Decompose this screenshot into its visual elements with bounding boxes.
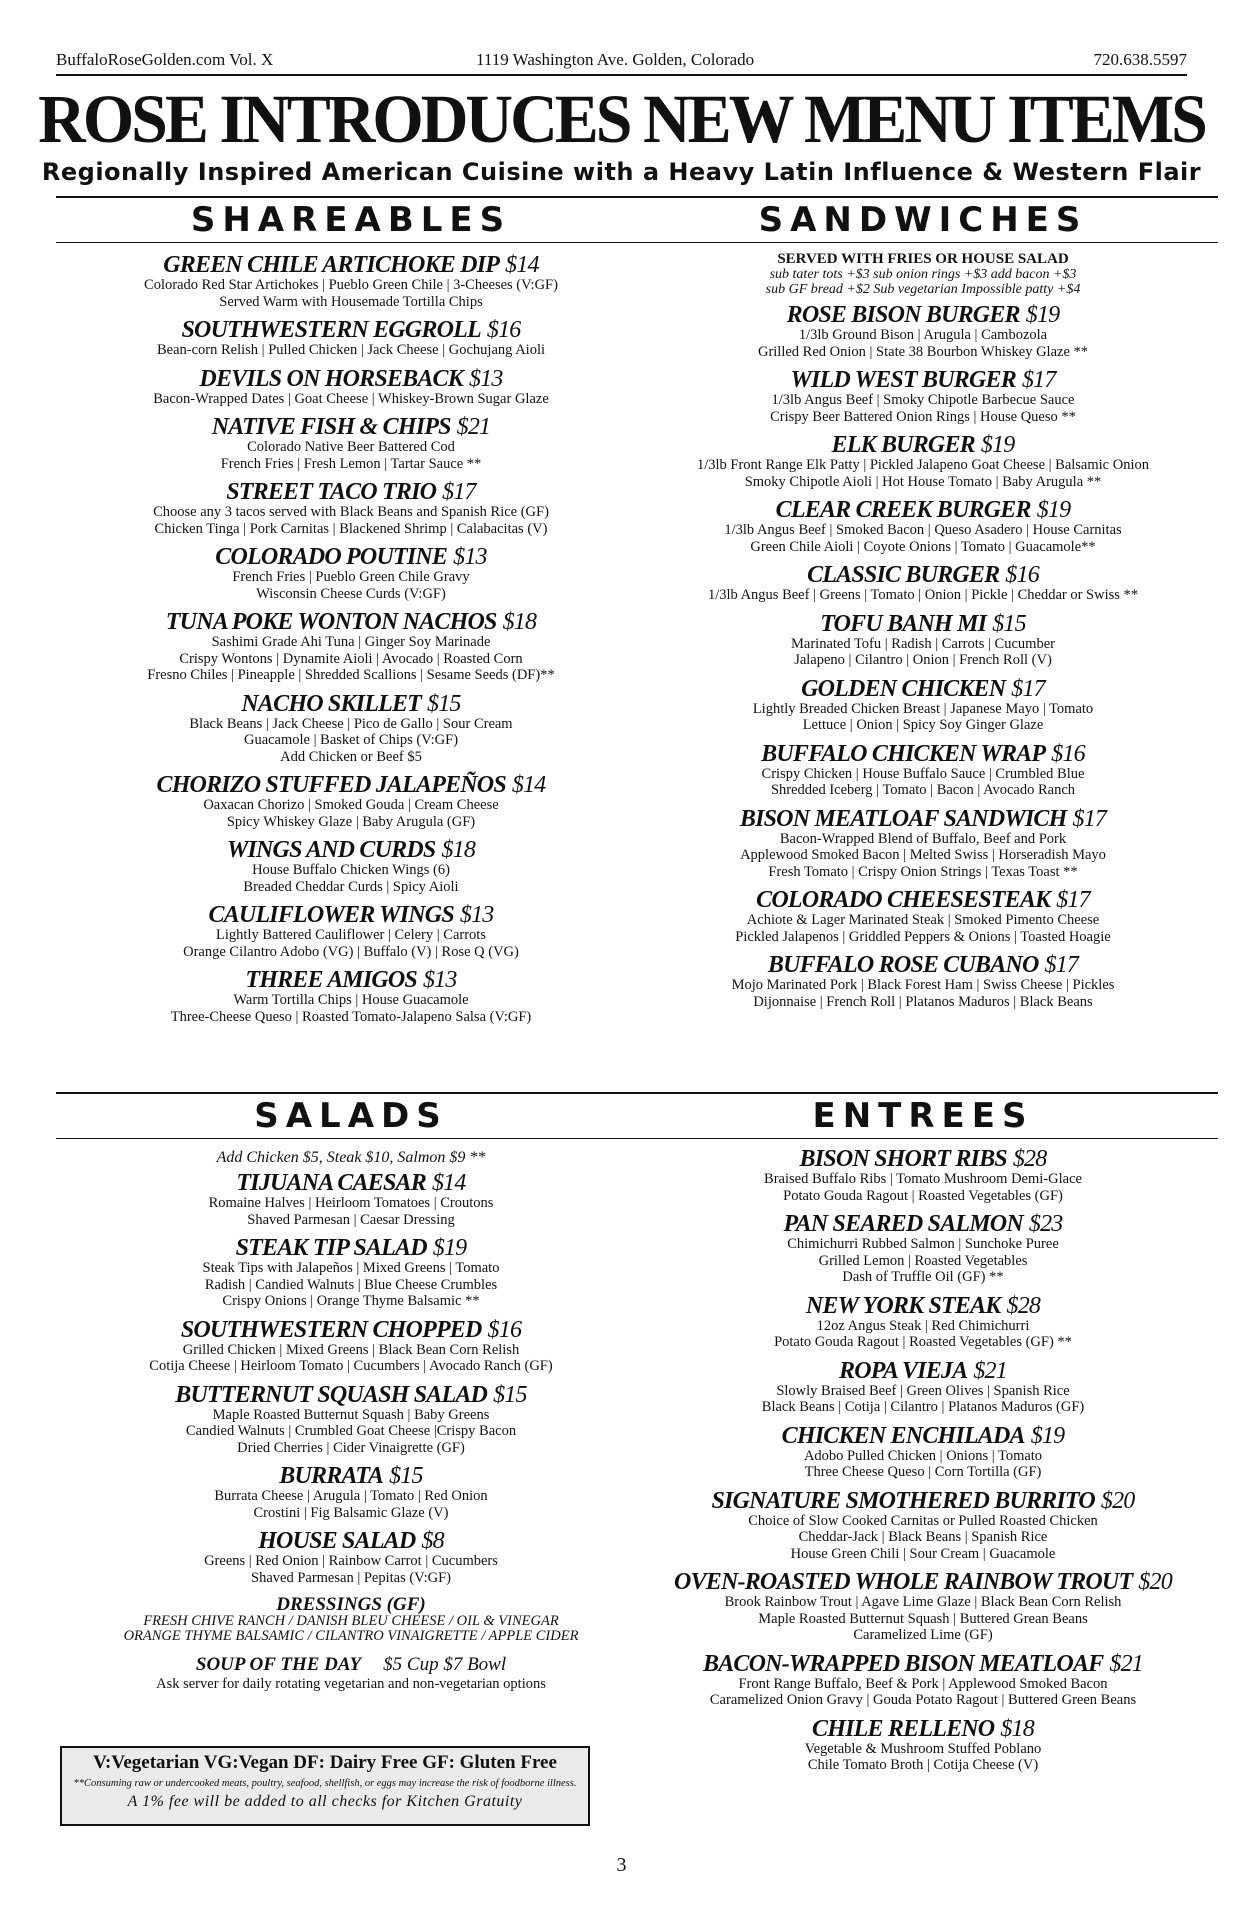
- menu-item-description: Achiote & Lager Marinated Steak | Smoked Pimento Cheese: [746, 912, 1100, 928]
- menu-item-name: NATIVE FISH & CHIPS: [211, 414, 451, 440]
- menu-item-price: $16: [1051, 740, 1085, 767]
- menu-item-price: $17: [1056, 887, 1090, 913]
- menu-item: [56, 1236, 646, 1310]
- menu-item-price: $17: [1011, 675, 1045, 702]
- menu-item-description: Lightly Battered Cauliflower | Celery | Carrots: [216, 927, 486, 943]
- menu-item-title: [628, 1147, 1218, 1171]
- menu-item-title: [56, 318, 646, 342]
- menu-item: [56, 480, 646, 537]
- soup-of-the-day: [56, 1654, 646, 1676]
- menu-item-title: [56, 1383, 646, 1407]
- menu-item-description: Adobo Pulled Chicken | Onions | Tomato: [803, 1447, 1043, 1464]
- menu-item: [56, 692, 646, 766]
- menu-item-description: 1/3lb Angus Beef | Greens | Tomato | Onion | Pickle | Cheddar or Swiss **: [707, 587, 1139, 603]
- menu-item-description: Vegetable & Mushroom Stuffed Poblano: [804, 1740, 1042, 1757]
- section-heading: SHAREABLES: [56, 196, 646, 243]
- menu-item-description: Caramelized Onion Gravy | Gouda Potato Ragout | Buttered Green Beans: [709, 1692, 1137, 1708]
- menu-item-description: 12oz Angus Steak | Red Chimichurri: [816, 1317, 1030, 1334]
- menu-item-description: Caramelized Lime (GF): [853, 1627, 993, 1643]
- menu-item-price: $21: [1109, 1650, 1143, 1677]
- menu-item: [56, 903, 646, 960]
- menu-item-price: $13: [422, 967, 457, 993]
- menu-item-description: Smoky Chipotle Aioli | Hot House Tomato | Baby Arugula **: [744, 473, 1102, 490]
- sandwiches-section: [628, 196, 1218, 1010]
- menu-item-price: $19: [1030, 1422, 1065, 1449]
- menu-item-description: Warm Tortilla Chips | House Guacamole: [233, 992, 469, 1008]
- menu-item-description: Cotija Cheese | Heirloom Tomato | Cucumbers | Avocado Ranch (GF): [149, 1358, 553, 1374]
- menu-item-name: WINGS AND CURDS: [226, 837, 436, 863]
- menu-item-description: Fresh Tomato | Crispy Onion Strings | Texas Toast **: [768, 863, 1078, 880]
- menu-item-name: CLASSIC BURGER: [807, 562, 1000, 588]
- menu-item: [56, 838, 646, 895]
- menu-item-description: Chicken Tinga | Pork Carnitas | Blackened Shrimp | Calabacitas (V): [154, 520, 548, 537]
- menu-item: [56, 1383, 646, 1457]
- menu-item-price: $20: [1138, 1569, 1172, 1595]
- menu-item-title: [56, 903, 646, 927]
- menu-item: [628, 953, 1218, 1010]
- menu-item-title: [56, 838, 646, 862]
- menu-item-name: PAN SEARED SALMON: [783, 1211, 1023, 1237]
- menu-item-description: Cheddar-Jack | Black Beans | Spanish Rice: [798, 1529, 1048, 1545]
- menu-item-name: STEAK TIP SALAD: [235, 1235, 427, 1261]
- menu-item-title: [628, 1489, 1218, 1513]
- menu-item: [628, 563, 1218, 604]
- menu-item: [56, 1171, 646, 1228]
- menu-item-title: [628, 1570, 1218, 1594]
- menu-item-title: [56, 1236, 646, 1260]
- salad-addons: Add Chicken $5, Steak $10, Salmon $9 **: [216, 1149, 486, 1166]
- section-heading: SALADS: [56, 1092, 646, 1139]
- page-subtitle: Regionally Inspired American Cuisine with a Heavy Latin Influence & Western Flair: [41, 158, 1202, 186]
- menu-item: [628, 368, 1218, 425]
- menu-item: [56, 610, 646, 684]
- menu-item-name: GREEN CHILE ARTICHOKE DIP: [163, 252, 500, 278]
- menu-item-description: Choice of Slow Cooked Carnitas or Pulled Roasted Chicken: [748, 1512, 1098, 1529]
- sides-note: SERVED WITH FRIES OR HOUSE SALAD: [777, 251, 1069, 267]
- menu-item-name: COLORADO CHEESESTEAK: [756, 887, 1051, 913]
- menu-item-description: Crostini | Fig Balsamic Glaze (V): [253, 1504, 449, 1521]
- menu-item-description: Grilled Chicken | Mixed Greens | Black Bean Corn Relish: [182, 1341, 520, 1358]
- menu-item-description: Crispy Chicken | House Buffalo Sauce | Crumbled Blue: [761, 765, 1085, 782]
- menu-item: [628, 1147, 1218, 1204]
- menu-item-title: [628, 1717, 1218, 1741]
- menu-item-description: Served Warm with Housemade Tortilla Chips: [219, 293, 483, 310]
- menu-item-description: Colorado Native Beer Battered Cod: [247, 439, 455, 455]
- menu-item-description: Three-Cheese Queso | Roasted Tomato-Jalapeno Salsa (V:GF): [170, 1008, 532, 1025]
- menu-item-title: [56, 415, 646, 439]
- menu-item-description: Fresno Chiles | Pineapple | Shredded Scallions | Sesame Seeds (DF)**: [147, 667, 555, 683]
- menu-item: [628, 1359, 1218, 1416]
- menu-item-name: STREET TACO TRIO: [226, 479, 437, 505]
- entrees-section: [628, 1092, 1218, 1774]
- menu-item: [628, 612, 1218, 669]
- menu-item-description: Crispy Onions | Orange Thyme Balsamic **: [222, 1293, 480, 1309]
- menu-item-description: Greens | Red Onion | Rainbow Carrot | Cucumbers: [204, 1553, 498, 1569]
- menu-item-title: [628, 742, 1218, 766]
- menu-item-name: BISON SHORT RIBS: [799, 1146, 1007, 1172]
- menu-item-description: Wisconsin Cheese Curds (V:GF): [256, 585, 446, 602]
- menu-item-description: Applewood Smoked Bacon | Melted Swiss | Horseradish Mayo: [740, 847, 1106, 863]
- menu-item-description: Three Cheese Queso | Corn Tortilla (GF): [804, 1464, 1042, 1480]
- dietary-legend: [60, 1746, 590, 1826]
- menu-item-name: CLEAR CREEK BURGER: [775, 497, 1031, 523]
- menu-item-price: $23: [1028, 1211, 1063, 1237]
- menu-item-price: $28: [1006, 1292, 1041, 1319]
- menu-item: [628, 742, 1218, 799]
- menu-item-description: Bacon-Wrapped Blend of Buffalo, Beef and Pork: [779, 830, 1067, 847]
- menu-item-title: [628, 1359, 1218, 1383]
- menu-item-title: [56, 1529, 646, 1553]
- menu-item: [628, 1489, 1218, 1563]
- menu-item-title: [56, 692, 646, 716]
- menu-item-title: [628, 677, 1218, 701]
- menu-item-title: [56, 610, 646, 634]
- menu-item-price: $13: [468, 365, 503, 392]
- menu-item-title: [628, 888, 1218, 912]
- menu-item: [56, 415, 646, 472]
- menu-item-name: NACHO SKILLET: [241, 690, 422, 717]
- menu-item-price: $16: [486, 317, 521, 343]
- address: 1119 Washington Ave. Golden, Colorado: [476, 50, 755, 69]
- soup-name: SOUP OF THE DAY: [195, 1654, 361, 1675]
- menu-item-name: GOLDEN CHICKEN: [801, 675, 1006, 702]
- menu-item-name: SOUTHWESTERN EGGROLL: [181, 317, 481, 343]
- menu-item-description: Steak Tips with Jalapeños | Mixed Greens | Tomato: [202, 1260, 500, 1276]
- menu-item-name: TUNA POKE WONTON NACHOS: [165, 609, 497, 635]
- menu-item-title: [628, 368, 1218, 392]
- menu-item-description: 1/3lb Front Range Elk Patty | Pickled Jalapeno Goat Cheese | Balsamic Onion: [696, 457, 1149, 473]
- menu-item-title: [56, 1318, 646, 1342]
- menu-item-title: [628, 498, 1218, 522]
- menu-item: [628, 1294, 1218, 1351]
- menu-item-price: $19: [980, 432, 1015, 458]
- menu-item-description: Dried Cherries | Cider Vinaigrette (GF): [237, 1439, 465, 1456]
- soup-prices: $5 Cup $7 Bowl: [383, 1654, 507, 1675]
- menu-item-name: BUFFALO ROSE CUBANO: [767, 952, 1039, 978]
- menu-item-name: CAULIFLOWER WINGS: [208, 902, 454, 928]
- menu-item-title: [628, 433, 1218, 457]
- menu-item-price: $16: [487, 1316, 522, 1343]
- menu-item-description: Shredded Iceberg | Tomato | Bacon | Avocado Ranch: [770, 782, 1076, 798]
- menu-item-description: French Fries | Pueblo Green Chile Gravy: [232, 569, 470, 585]
- section-heading: SANDWICHES: [628, 196, 1218, 243]
- menu-item-title: [56, 480, 646, 504]
- menu-item-description: Maple Roasted Butternut Squash | Buttered Grean Beans: [758, 1610, 1088, 1627]
- menu-item-description: Chimichurri Rubbed Salmon | Sunchoke Puree: [787, 1236, 1059, 1252]
- menu-item-name: BUFFALO CHICKEN WRAP: [761, 740, 1046, 767]
- menu-item-description: Oaxacan Chorizo | Smoked Gouda | Cream Cheese: [203, 797, 499, 813]
- menu-item-description: Radish | Candied Walnuts | Blue Cheese Crumbles: [204, 1276, 498, 1293]
- menu-item-price: $13: [453, 544, 487, 570]
- menu-item-description: Shaved Parmesan | Caesar Dressing: [247, 1211, 455, 1228]
- menu-item-description: House Buffalo Chicken Wings (6): [252, 862, 450, 878]
- menu-item-description: Black Beans | Jack Cheese | Pico de Gallo | Sour Cream: [189, 715, 513, 732]
- menu-item-description: Romaine Halves | Heirloom Tomatoes | Croutons: [208, 1195, 494, 1211]
- menu-item-description: 1/3lb Ground Bison | Arugula | Cambozola: [798, 327, 1048, 343]
- menu-item-description: House Green Chili | Sour Cream | Guacamole: [790, 1545, 1056, 1562]
- menu-item-description: Black Beans | Cotija | Cilantro | Platanos Maduros (GF): [761, 1399, 1085, 1415]
- menu-item: [56, 253, 646, 310]
- menu-item-description: Shaved Parmesan | Pepitas (V:GF): [251, 1569, 451, 1586]
- menu-item-price: $19: [1025, 302, 1060, 328]
- menu-item-description: Grilled Red Onion | State 38 Bourbon Whiskey Glaze **: [757, 343, 1089, 360]
- menu-item-name: BACON-WRAPPED BISON MEATLOAF: [703, 1650, 1104, 1677]
- menu-item-description: 1/3lb Angus Beef | Smoky Chipotle Barbecue Sauce: [771, 392, 1075, 408]
- menu-item: [628, 1652, 1218, 1709]
- menu-item-title: [56, 253, 646, 277]
- menu-item-name: ROSE BISON BURGER: [786, 302, 1020, 328]
- menu-item-name: ELK BURGER: [831, 432, 975, 458]
- menu-item-description: Sashimi Grade Ahi Tuna | Ginger Soy Marinade: [211, 634, 491, 650]
- menu-item-name: SIGNATURE SMOTHERED BURRITO: [711, 1487, 1095, 1514]
- page-title: ROSE INTRODUCES NEW MENU ITEMS: [38, 81, 1205, 158]
- menu-item-price: $14: [431, 1170, 466, 1196]
- menu-item-description: Potato Gouda Ragout | Roasted Vegetables (GF) **: [774, 1334, 1072, 1350]
- menu-item-name: TOFU BANH MI: [820, 610, 987, 637]
- section-heading: ENTREES: [628, 1092, 1218, 1139]
- menu-item-name: CHORIZO STUFFED JALAPEÑOS: [156, 772, 506, 798]
- menu-item: [56, 1464, 646, 1521]
- menu-item-title: [628, 612, 1218, 636]
- menu-item-description: Candied Walnuts | Crumbled Goat Cheese |Crispy Bacon: [185, 1423, 517, 1439]
- menu-item-description: Spicy Whiskey Glaze | Baby Arugula (GF): [226, 813, 476, 830]
- menu-item: [56, 773, 646, 830]
- menu-item-name: SOUTHWESTERN CHOPPED: [180, 1316, 482, 1343]
- dressings-line: ORANGE THYME BALSAMIC / CILANTRO VINAIGRETTE / APPLE CIDER: [123, 1628, 579, 1644]
- menu-item-name: THREE AMIGOS: [245, 967, 417, 993]
- menu-item-title: [628, 1424, 1218, 1448]
- menu-item-price: $17: [1021, 367, 1056, 393]
- menu-item-title: [628, 1212, 1218, 1236]
- menu-item: [56, 367, 646, 408]
- menu-item: [56, 318, 646, 359]
- menu-item-description: Burrata Cheese | Arugula | Tomato | Red Onion: [214, 1488, 488, 1504]
- menu-item-description: Crispy Beer Battered Onion Rings | House Queso **: [770, 408, 1076, 425]
- menu-item-description: Orange Cilantro Adobo (VG) | Buffalo (V) | Rose Q (VG): [183, 943, 519, 960]
- menu-item-price: $18: [1000, 1715, 1034, 1742]
- menu-item-title: [56, 1464, 646, 1488]
- menu-item-description: Guacamole | Basket of Chips (V:GF): [243, 732, 459, 748]
- menu-item-price: $14: [511, 772, 546, 798]
- menu-item-price: $15: [389, 1463, 423, 1489]
- menu-item-name: COLORADO POUTINE: [215, 544, 448, 570]
- menu-item-name: DEVILS ON HORSEBACK: [199, 365, 463, 392]
- sides-option-line: sub GF bread +$2 Sub vegetarian Impossible patty +$4: [765, 282, 1081, 297]
- menu-item-description: Colorado Red Star Artichokes | Pueblo Green Chile | 3-Cheeses (V:GF): [144, 277, 558, 293]
- menu-item-description: Brook Rainbow Trout | Agave Lime Glaze | Black Bean Corn Relish: [724, 1594, 1122, 1610]
- menu-item: [628, 677, 1218, 734]
- menu-item-description: Slowly Braised Beef | Green Olives | Spanish Rice: [776, 1382, 1070, 1399]
- menu-item-description: Jalapeno | Cilantro | Onion | French Roll (V): [794, 652, 1052, 668]
- menu-item-description: Choose any 3 tacos served with Black Beans and Spanish Rice (GF): [153, 504, 549, 520]
- menu-item-title: [56, 968, 646, 992]
- dressings-title: DRESSINGS (GF): [276, 1594, 426, 1615]
- menu-item-title: [628, 303, 1218, 327]
- menu-item-name: NEW YORK STEAK: [805, 1292, 1001, 1319]
- entrees-list: [628, 1147, 1218, 1774]
- menu-item-description: French Fries | Fresh Lemon | Tartar Sauce **: [220, 455, 482, 472]
- menu-item-description: Breaded Cheddar Curds | Spicy Aioli: [243, 878, 459, 895]
- menu-item-price: $17: [442, 479, 476, 505]
- menu-item-title: [56, 545, 646, 569]
- menu-item-price: $17: [1044, 952, 1079, 978]
- menu-item-price: $14: [505, 252, 539, 278]
- menu-item: [56, 1529, 646, 1586]
- menu-item-price: $16: [1005, 562, 1039, 588]
- phone-number: 720.638.5597: [1093, 50, 1187, 69]
- menu-item-description: Lettuce | Onion | Spicy Soy Ginger Glaze: [802, 717, 1044, 733]
- menu-item-price: $15: [427, 690, 461, 717]
- menu-item-title: [628, 563, 1218, 587]
- menu-item-title: [628, 1294, 1218, 1318]
- menu-item-name: WILD WEST BURGER: [790, 367, 1016, 393]
- menu-item: [628, 1212, 1218, 1286]
- menu-item-description: Braised Buffalo Ribs | Tomato Mushroom Demi-Glace: [764, 1171, 1082, 1187]
- menu-item-description: 1/3lb Angus Beef | Smoked Bacon | Queso Asadero | House Carnitas: [724, 522, 1122, 538]
- dressings-line: FRESH CHIVE RANCH / DANISH BLEU CHEESE / OIL & VINEGAR: [143, 1613, 559, 1629]
- menu-item-title: [628, 807, 1218, 831]
- menu-item: [56, 968, 646, 1025]
- salads-list: [56, 1149, 646, 1693]
- menu-item-price: $21: [456, 414, 491, 440]
- menu-item-name: BISON MEATLOAF SANDWICH: [739, 805, 1067, 832]
- menu-item-name: ROPA VIEJA: [839, 1357, 968, 1384]
- menu-item-price: $21: [973, 1357, 1007, 1384]
- soup-description: Ask server for daily rotating vegetarian and non-vegetarian options: [156, 1676, 546, 1692]
- menu-item-title: [56, 367, 646, 391]
- menu-item-price: $19: [1036, 497, 1071, 523]
- masthead: [56, 48, 1187, 76]
- menu-item: [628, 888, 1218, 945]
- menu-item-price: $18: [502, 609, 537, 635]
- menu-item-description: Bean-corn Relish | Pulled Chicken | Jack Cheese | Gochujang Aioli: [156, 342, 546, 358]
- food-safety-disclaimer: **Consuming raw or undercooked meats, poultry, seafood, shellfish, or eggs may increase the risk of foodborne illness.: [73, 1778, 577, 1789]
- menu-item-price: $13: [459, 902, 494, 928]
- menu-item-price: $8: [421, 1528, 444, 1554]
- menu-item-description: Potato Gouda Ragout | Roasted Vegetables (GF): [783, 1187, 1063, 1204]
- menu-item-name: CHICKEN ENCHILADA: [781, 1422, 1025, 1449]
- menu-item: [628, 303, 1218, 360]
- menu-item-name: OVEN-ROASTED WHOLE RAINBOW TROUT: [674, 1569, 1133, 1595]
- gratuity-note: A 1% fee will be added to all checks for Kitchen Gratuity: [127, 1793, 523, 1810]
- menu-item: [56, 545, 646, 602]
- menu-item: [628, 498, 1218, 555]
- shareables-list: [56, 253, 646, 1025]
- menu-item-price: $17: [1072, 805, 1107, 832]
- website-volume: BuffaloRoseGolden.com Vol. X: [56, 50, 274, 69]
- menu-item-name: HOUSE SALAD: [258, 1528, 416, 1554]
- menu-item-price: $19: [432, 1235, 467, 1261]
- menu-item-description: Bacon-Wrapped Dates | Goat Cheese | Whiskey-Brown Sugar Glaze: [153, 390, 549, 407]
- menu-item: [628, 1424, 1218, 1481]
- menu-item-description: Chile Tomato Broth | Cotija Cheese (V): [807, 1757, 1039, 1773]
- menu-item-title: [628, 1652, 1218, 1676]
- menu-item-description: Marinated Tofu | Radish | Carrots | Cucumber: [791, 635, 1055, 652]
- menu-item-price: $28: [1012, 1146, 1047, 1172]
- menu-item-title: [56, 773, 646, 797]
- menu-item-description: Green Chile Aioli | Coyote Onions | Tomato | Guacamole**: [750, 538, 1096, 555]
- menu-item: [56, 1318, 646, 1375]
- menu-item: [628, 1570, 1218, 1644]
- menu-item-description: Dijonnaise | French Roll | Platanos Maduros | Black Beans: [753, 993, 1093, 1010]
- shareables-section: [56, 196, 646, 1025]
- salads-section: [56, 1092, 646, 1693]
- menu-item: [628, 433, 1218, 490]
- menu-item-name: CHILE RELLENO: [812, 1715, 995, 1742]
- menu-item-description: Front Range Buffalo, Beef & Pork | Applewood Smoked Bacon: [738, 1675, 1108, 1692]
- menu-item-description: Pickled Jalapenos | Griddled Peppers & Onions | Toasted Hoagie: [735, 928, 1111, 945]
- menu-item-price: $18: [441, 837, 476, 863]
- menu-item: [628, 807, 1218, 881]
- menu-item-description: Lightly Breaded Chicken Breast | Japanese Mayo | Tomato: [752, 700, 1094, 717]
- menu-item-description: Crispy Wontons | Dynamite Aioli | Avocado | Roasted Corn: [179, 650, 523, 667]
- menu-item-name: BURRATA: [279, 1463, 384, 1489]
- menu-item: [628, 1717, 1218, 1774]
- menu-item-description: Grilled Lemon | Roasted Vegetables: [818, 1252, 1028, 1269]
- menu-item-description: Add Chicken or Beef $5: [280, 748, 422, 765]
- menu-item-price: $15: [992, 610, 1026, 637]
- page-number: 3: [616, 1854, 627, 1876]
- menu-item-price: $15: [493, 1381, 527, 1408]
- menu-item-description: Maple Roasted Butternut Squash | Baby Greens: [212, 1406, 490, 1423]
- menu-item-name: BUTTERNUT SQUASH SALAD: [175, 1381, 488, 1408]
- menu-item-title: [56, 1171, 646, 1195]
- menu-item-description: Mojo Marinated Pork | Black Forest Ham | Swiss Cheese | Pickles: [731, 977, 1115, 993]
- sandwiches-list: [628, 251, 1218, 1010]
- menu-item-name: TIJUANA CAESAR: [236, 1170, 426, 1196]
- menu-item-price: $20: [1100, 1487, 1135, 1514]
- sides-option-line: sub tater tots +$3 sub onion rings +$3 add bacon +$3: [769, 267, 1077, 282]
- menu-item-title: [628, 953, 1218, 977]
- menu-item-description: Dash of Truffle Oil (GF) **: [842, 1269, 1004, 1285]
- legend-key: V:Vegetarian VG:Vegan DF: Dairy Free GF: Gluten Free: [93, 1752, 557, 1773]
